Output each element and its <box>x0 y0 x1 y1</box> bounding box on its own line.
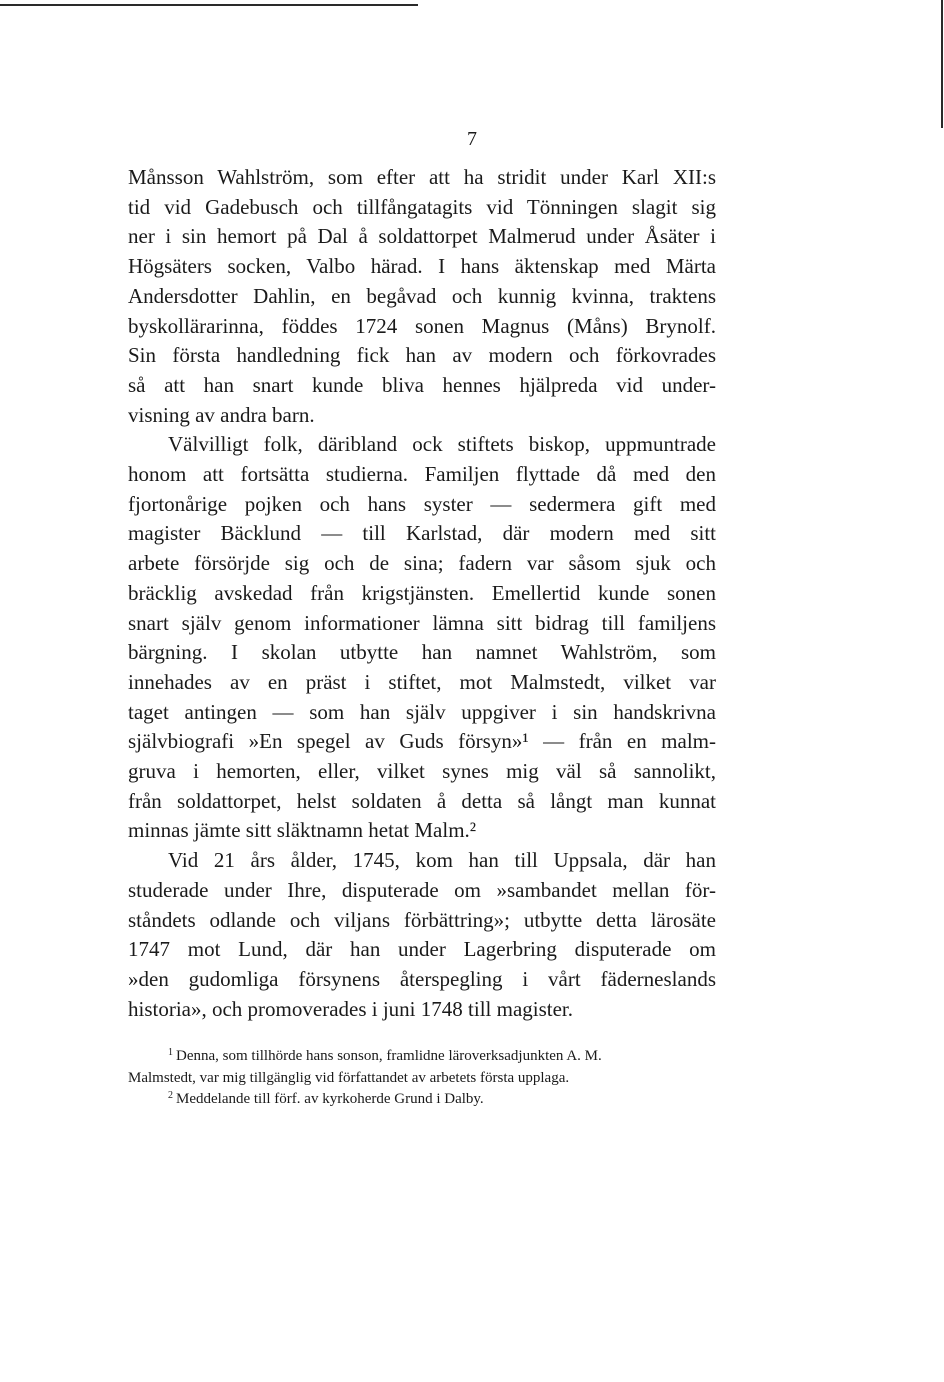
text-line: så att han snart kunde bliva hennes hjälpreda vid under- <box>128 372 716 397</box>
paragraph-3 <box>128 846 716 1024</box>
text-line: självbiografi »En spegel av Guds försyn»¹ — från en malm- <box>128 729 716 754</box>
text-line: ståndets odlande och viljans förbättring»; utbytte detta lärosäte <box>128 907 716 932</box>
footnote-mark: 2 <box>168 1090 173 1101</box>
text-line: Högsäters socken, Valbo härad. I hans äktenskap med Märta <box>128 254 716 279</box>
footnote-line <box>128 1046 716 1068</box>
text-line: magister Bäcklund — till Karlstad, där modern med sitt <box>128 521 716 546</box>
text-line: innehades av en präst i stiftet, mot Malmstedt, vilket var <box>128 669 716 694</box>
text-line: tid vid Gadebusch och tillfångatagits vid Tönningen slagit sig <box>128 194 716 219</box>
text-line: studerade under Ihre, disputerade om »sambandet mellan för- <box>128 877 716 902</box>
footnote-line <box>128 1089 716 1111</box>
paragraph-1 <box>128 163 716 430</box>
right-edge-rule <box>941 0 943 128</box>
text-line: historia», och promoverades i juni 1748 till magister. <box>128 996 574 1021</box>
text-line: Sin första handledning fick han av modern och förkovrades <box>128 343 716 368</box>
text-line: ner i sin hemort på Dal å soldattorpet Malmerud under Åsäter i <box>128 224 716 249</box>
text-line: taget antingen — som han själv uppgiver i sin handskrivna <box>128 699 716 724</box>
body-text <box>128 163 716 1024</box>
text-line: minnas jämte sitt släktnamn hetat Malm.² <box>128 818 477 843</box>
footnote-line: Malmstedt, var mig tillgänglig vid författandet av arbetets första upplaga. <box>128 1070 570 1086</box>
footnote-text: Meddelande till förf. av kyrkoherde Grund i Dalby. <box>176 1091 484 1107</box>
text-line: Vid 21 års ålder, 1745, kom han till Uppsala, där han <box>168 848 716 873</box>
text-line: honom att fortsätta studierna. Familjen flyttade då med den <box>128 462 716 487</box>
text-line: bräcklig avskedad från krigstjänsten. Emellertid kunde sonen <box>128 580 716 605</box>
top-edge-rule <box>0 4 418 6</box>
text-line: snart själv genom informationer lämna sitt bidrag till familjens <box>128 610 716 635</box>
footnote-2 <box>128 1089 716 1111</box>
text-line: fjortonårige pojken och hans syster — sedermera gift med <box>128 491 716 516</box>
text-line: visning av andra barn. <box>128 402 315 427</box>
footnote-1 <box>128 1046 716 1089</box>
text-line: Välvilligt folk, däribland ock stiftets biskop, uppmuntrade <box>168 432 716 457</box>
footnote-mark: 1 <box>168 1047 173 1058</box>
text-line: byskollärarinna, föddes 1724 sonen Magnus (Måns) Brynolf. <box>128 313 716 338</box>
text-line: »den gudomliga försynens återspegling i vårt fäderneslands <box>128 966 716 991</box>
text-line: arbete försörjde sig och de sina; fadern var såsom sjuk och <box>128 551 716 576</box>
text-line: bärgning. I skolan utbytte han namnet Wahlström, som <box>128 640 716 665</box>
text-line: Månsson Wahlström, som efter att ha stridit under Karl XII:s <box>128 165 716 189</box>
text-line: från soldattorpet, helst soldaten å detta så långt man kunnat <box>128 788 716 813</box>
page-number: 7 <box>467 128 477 150</box>
paragraph-2 <box>128 430 716 846</box>
footnotes <box>128 1046 716 1111</box>
text-line: gruva i hemorten, eller, vilket synes mig väl så sannolikt, <box>128 759 716 784</box>
text-line: Andersdotter Dahlin, en begåvad och kunnig kvinna, traktens <box>128 283 716 308</box>
text-line: 1747 mot Lund, där han under Lagerbring disputerade om <box>128 937 716 962</box>
footnote-text: Denna, som tillhörde hans sonson, framlidne läroverksadjunkten A. M. <box>176 1048 602 1064</box>
